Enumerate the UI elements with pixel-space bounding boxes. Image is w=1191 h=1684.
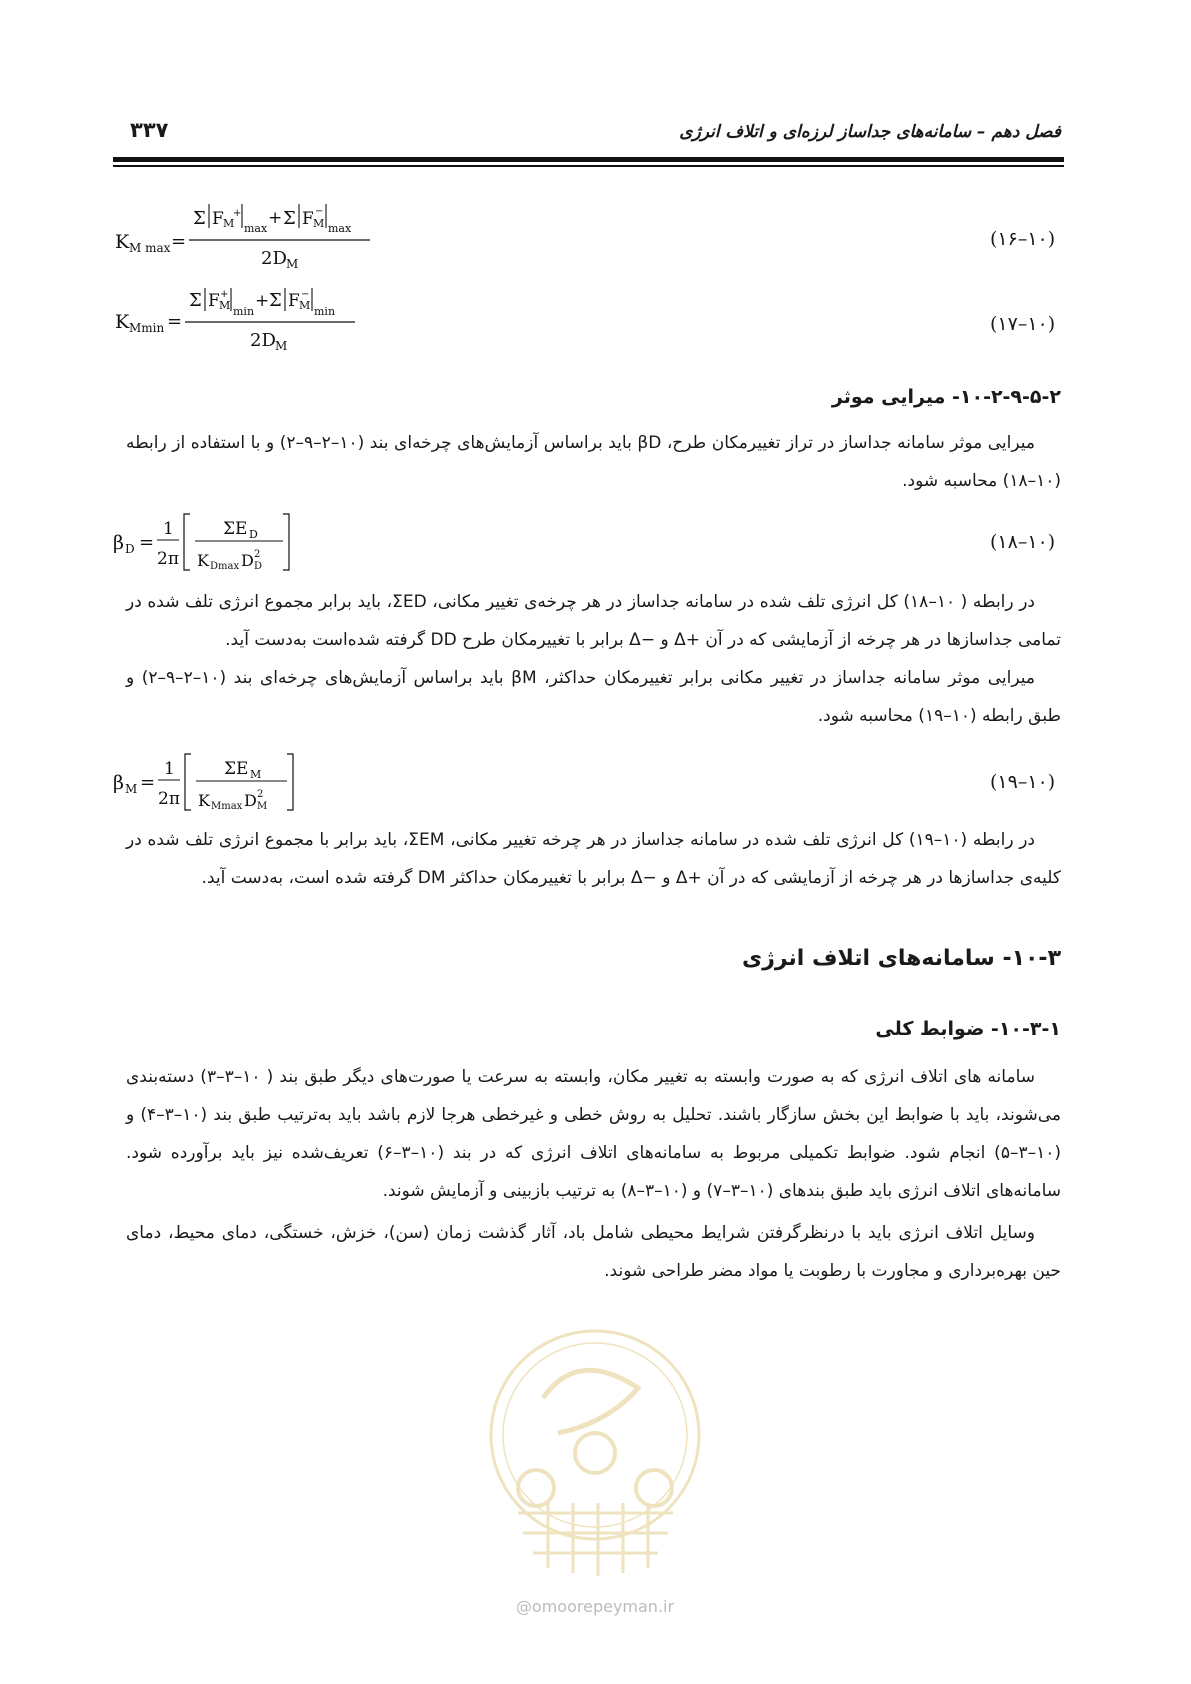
paragraph: در رابطه (۱۰–۱۹) کل انرژی تلف شده در سامانه جداساز در هر چرخه تغییر مکانی، ΣEM، باید برابر با مجموع انرژی تلف شده در کلیه‌ی جداسازها در هر چرخه از آزمایشی که در آن +Δ و −Δ برابر با تغییرمکان حداکثر DM گرفته شده است، به‌دست آید. xyxy=(126,830,1061,888)
svg-text:max: max xyxy=(244,222,268,235)
svg-text:β: β xyxy=(113,532,124,554)
svg-text:F: F xyxy=(208,291,220,311)
svg-text:M: M xyxy=(299,299,311,312)
svg-text:Σ: Σ xyxy=(283,208,296,229)
equation-17-formula xyxy=(113,284,403,362)
equation-17-number: (۱۷–۱۰) xyxy=(990,313,1056,335)
svg-text:Σ: Σ xyxy=(193,208,206,229)
svg-text:K: K xyxy=(198,791,210,810)
svg-text:min: min xyxy=(233,305,255,318)
svg-text:=: = xyxy=(167,311,183,332)
svg-text:2: 2 xyxy=(254,549,261,560)
svg-text:min: min xyxy=(314,305,336,318)
svg-text:F: F xyxy=(212,209,224,229)
svg-text:=: = xyxy=(171,231,187,252)
svg-text:+: + xyxy=(233,208,242,219)
header-rule-thick xyxy=(113,157,1064,162)
svg-text:M: M xyxy=(223,217,235,230)
svg-text:M: M xyxy=(286,257,299,271)
svg-text:F: F xyxy=(288,291,300,311)
chapter-title: فصل دهم – سامانه‌های جداساز لرزه‌ای و اتلاف انرژی xyxy=(679,122,1061,142)
svg-text:M: M xyxy=(125,782,138,796)
svg-text:Σ: Σ xyxy=(189,290,202,311)
svg-text:K: K xyxy=(115,311,130,333)
svg-text:1: 1 xyxy=(163,519,174,539)
equation-16-formula xyxy=(113,198,403,276)
svg-text:2D: 2D xyxy=(261,248,287,269)
svg-text:ΣE: ΣE xyxy=(224,759,249,779)
svg-text:2π: 2π xyxy=(157,549,179,569)
svg-text:M: M xyxy=(250,768,262,781)
svg-text:D: D xyxy=(249,528,258,541)
svg-text:K: K xyxy=(197,551,209,570)
paragraph: سامانه های اتلاف انرژی که به صورت وابسته به تغییر مکان، وابسته به سرعت یا صورت‌های دیگر طبق بند ( ۱۰–۳–۳) دسته‌بندی می‌شوند، باید با ضوابط این بخش سازگار باشند. تحلیل به روش خطی و غیرخطی هرجا لازم باشد باید به‌ترتیب طبق بند (۱۰–۳–۴) و (۱۰–۳–۵) انجام شود. ضوابط تکمیلی مربوط به سامانه‌های اتلاف انرژی که در بند (۱۰–۳–۶) تعریف‌شده نیز باید برآورده شود. سامانه‌های اتلاف انرژی باید طبق بندهای (۱۰–۳–۷) و (۱۰–۳–۸) به ترتیب بازبینی و آزمایش شوند. xyxy=(126,1067,1062,1201)
svg-text:+: + xyxy=(268,208,283,228)
paragraph: در رابطه ( ۱۰–۱۸) کل انرژی تلف شده در سامانه جداساز در هر چرخه‌ی تغییر مکانی، ΣED، باید برابر مجموع انرژی تلف شده در تمامی جداسازها در هر چرخه از آزمایشی که در آن +Δ و −Δ برابر با تغییرمکان طرح DD گرفته شده‌است به‌دست آید. xyxy=(126,592,1061,650)
section-heading-energy-dissipation: ۱۰-۳- سامانه‌های اتلاف انرژی xyxy=(742,946,1061,971)
subsection-heading-general: ۱۰-۳-۱- ضوابط کلی xyxy=(875,1018,1061,1040)
svg-text:F: F xyxy=(302,209,314,229)
svg-text:+: + xyxy=(255,291,270,311)
paragraph-block-2 xyxy=(126,583,1061,735)
svg-text:1: 1 xyxy=(164,759,175,779)
svg-text:−: − xyxy=(315,206,324,217)
svg-text:+: + xyxy=(220,289,229,300)
equation-18-formula xyxy=(113,508,313,578)
paragraph: وسایل اتلاف انرژی باید با درنظرگرفتن شرایط محیطی شامل باد، آثار گذشت زمان (سن)، خزش، خستگی، دمای محیط، دمای حین بهره‌برداری و مجاورت با رطوبت یا مواد مضر طراحی شوند. xyxy=(126,1223,1061,1281)
svg-text:D: D xyxy=(125,542,135,556)
equation-16-number: (۱۶–۱۰) xyxy=(990,228,1056,250)
svg-text:D: D xyxy=(254,561,263,572)
svg-text:ΣE: ΣE xyxy=(223,519,248,539)
svg-text:=: = xyxy=(139,532,155,553)
svg-text:M: M xyxy=(313,217,325,230)
watermark-site: @omoorepeyman.ir xyxy=(515,1597,675,1616)
svg-text:M: M xyxy=(219,299,231,312)
svg-text:D: D xyxy=(241,551,254,570)
svg-text:Σ: Σ xyxy=(269,290,282,311)
svg-text:max: max xyxy=(328,222,352,235)
svg-text:M: M xyxy=(257,801,268,812)
svg-text:Mmax: Mmax xyxy=(211,801,243,812)
equation-18-number: (۱۸–۱۰) xyxy=(990,531,1056,553)
svg-text:β: β xyxy=(113,772,124,794)
paragraph-block-4 xyxy=(126,1058,1061,1290)
svg-text:Mmin: Mmin xyxy=(129,321,165,335)
svg-text:D: D xyxy=(244,791,257,810)
paragraph: میرایی موثر سامانه جداساز در تراز تغییرمکان طرح، βD باید براساس آزمایش‌های چرخه‌ای بند (۱۰–۲–۹–۲) و با استفاده از رابطه (۱۰–۱۸) محاسبه شود. xyxy=(126,433,1061,491)
paragraph-block-1 xyxy=(126,424,1061,500)
svg-text:K: K xyxy=(115,231,130,253)
page-number: ۳۳۷ xyxy=(130,118,169,142)
equation-19-formula xyxy=(113,748,313,818)
watermark-seal xyxy=(488,1328,703,1590)
svg-text:M max: M max xyxy=(129,241,171,255)
svg-text:Dmax: Dmax xyxy=(210,561,240,572)
svg-text:M: M xyxy=(275,339,288,353)
header-rule-thin xyxy=(113,165,1064,167)
svg-text:2D: 2D xyxy=(250,330,276,351)
svg-text:2π: 2π xyxy=(158,789,180,809)
svg-text:2: 2 xyxy=(257,789,264,800)
svg-text:=: = xyxy=(140,772,156,793)
section-heading-effective-damping: ۱۰-۲-۹-۵-۲- میرایی موثر xyxy=(831,386,1061,408)
paragraph-block-3 xyxy=(126,821,1061,897)
svg-text:−: − xyxy=(301,289,310,300)
paragraph: میرایی موثر سامانه جداساز در تغییر مکانی برابر تغییرمکان حداکثر، βM باید براساس آزمایش‌های چرخه‌ای بند (۱۰–۲–۹–۲) و طبق رابطه (۱۰–۱۹) محاسبه شود. xyxy=(126,668,1061,726)
equation-19-number: (۱۹–۱۰) xyxy=(990,771,1056,793)
